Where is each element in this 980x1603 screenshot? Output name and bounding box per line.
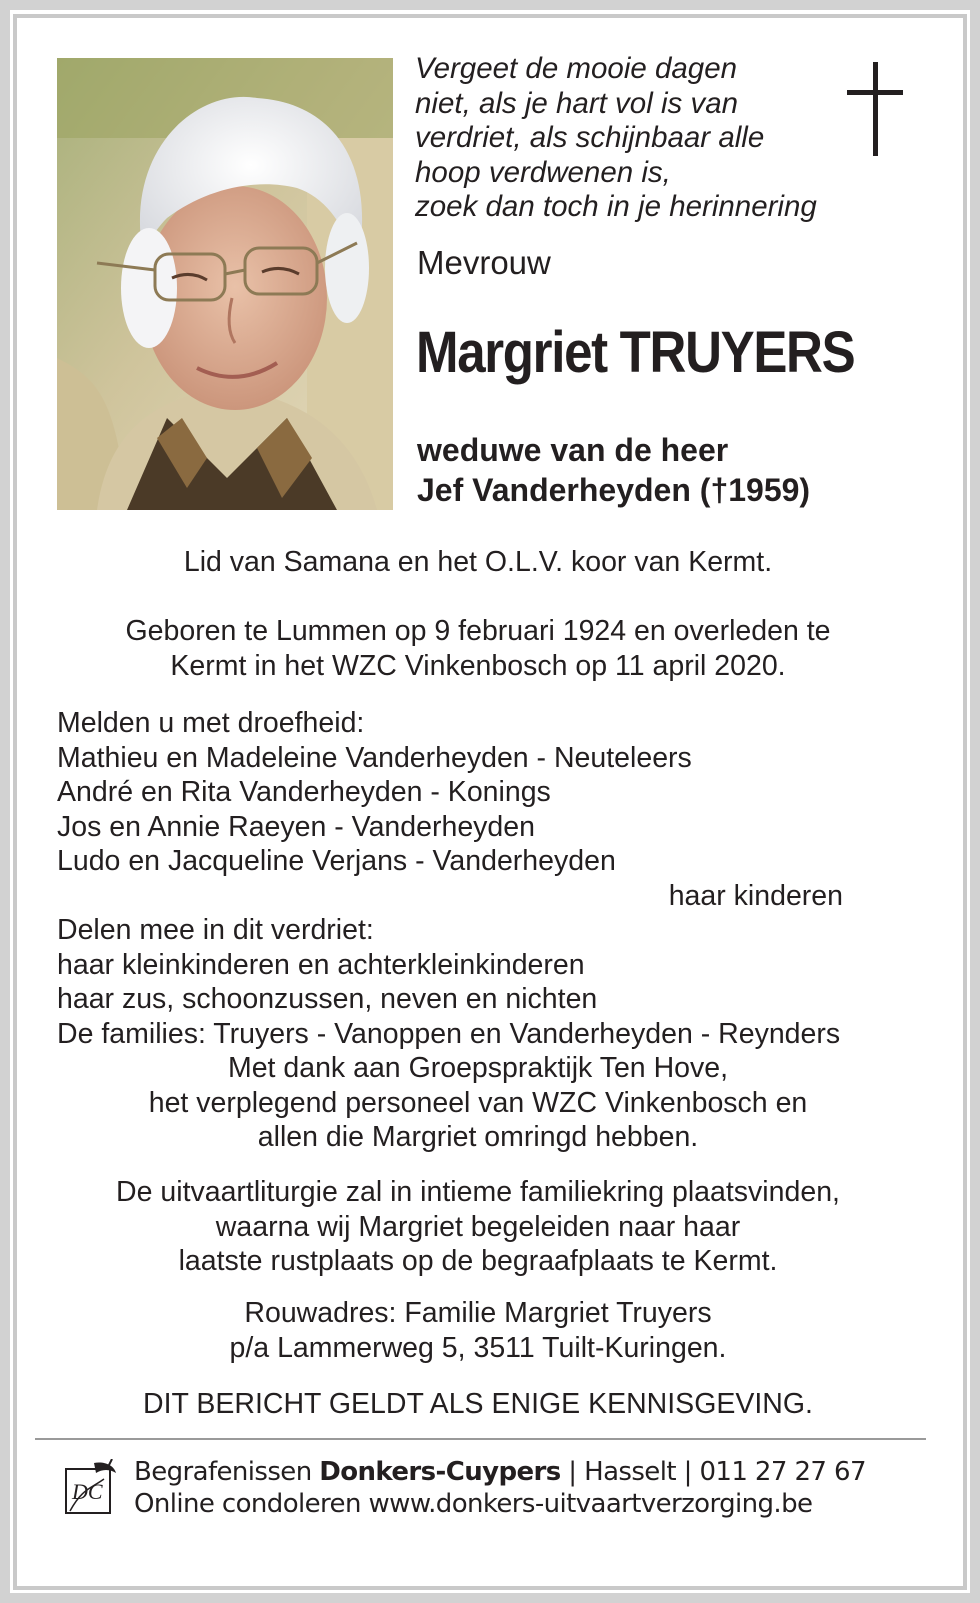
separator: |	[683, 1457, 692, 1487]
footer-line-2	[134, 1488, 866, 1520]
family-member: haar kleinkinderen en achterkleinkinderen	[57, 948, 585, 981]
widow-line: weduwe van de heer	[417, 432, 729, 468]
cross-icon	[847, 62, 903, 156]
poem-line: niet, als je hart vol is van	[415, 86, 739, 120]
company-city: Hasselt	[584, 1457, 676, 1487]
footer	[134, 1456, 866, 1520]
footer-line-1	[134, 1456, 866, 1488]
family-member: De families: Truyers - Vanoppen en Vanderheyden - Reynders	[57, 1017, 841, 1050]
honorific: Mevrouw	[417, 244, 551, 281]
thanks-line: allen die Margriet omringd hebben.	[257, 1121, 699, 1153]
share-intro: Delen mee in dit verdriet:	[57, 914, 374, 946]
portrait-photo	[57, 58, 393, 510]
birth-death-line: Kermt in het WZC Vinkenbosch op 11 april 2020.	[170, 649, 786, 682]
website-link[interactable]: www.donkers-uitvaartverzorging.be	[368, 1489, 813, 1519]
poem-line: zoek dan toch in je herinnering	[415, 190, 817, 223]
address-line: Rouwadres: Familie Margriet Truyers	[244, 1297, 712, 1329]
widow-info	[417, 430, 810, 510]
widow-line: Jef Vanderheyden (†1959)	[417, 472, 811, 508]
deceased-name: Margriet TRUYERS	[416, 320, 855, 385]
family-member: haar zus, schoonzussen, neven en nichten	[57, 983, 598, 1015]
birth-death	[0, 614, 956, 683]
poem	[415, 52, 855, 225]
funeral-line: De uitvaartliturgie zal in intieme familiekring plaatsvinden,	[116, 1176, 840, 1208]
notice	[0, 1387, 956, 1422]
poem-line: verdriet, als schijnbaar alle	[415, 121, 765, 154]
poem-line: Vergeet de mooie dagen	[415, 52, 738, 85]
company-name: Donkers-Cuypers	[319, 1457, 561, 1487]
funeral-line: laatste rustplaats op de begraafplaats te Kermt.	[178, 1245, 778, 1277]
address-line: p/a Lammerweg 5, 3511 Tuilt-Kuringen.	[229, 1331, 727, 1364]
membership	[0, 545, 956, 580]
family-member: Jos en Annie Raeyen - Vanderheyden	[57, 810, 535, 843]
membership-text: Lid van Samana en het O.L.V. koor van Kermt.	[183, 546, 773, 578]
online-label: Online condoleren	[134, 1489, 361, 1519]
family-member: Ludo en Jacqueline Verjans - Vanderheyden	[57, 845, 616, 877]
separator: |	[568, 1457, 577, 1487]
footer-prefix: Begrafenissen	[134, 1457, 312, 1487]
family-member: André en Rita Vanderheyden - Konings	[57, 776, 551, 808]
thanks	[0, 1051, 956, 1155]
family-member: Mathieu en Madeleine Vanderheyden - Neuteleers	[57, 741, 692, 774]
logo-letters: DC	[72, 1479, 103, 1504]
donkers-cuypers-logo	[64, 1459, 118, 1517]
children-label: haar kinderen	[668, 879, 843, 912]
thanks-line: het verplegend personeel van WZC Vinkenbosch en	[148, 1086, 808, 1119]
birth-death-line: Geboren te Lummen op 9 februari 1924 en overleden te	[125, 615, 831, 647]
company-phone: 011 27 27 67	[699, 1457, 866, 1487]
poem-line: hoop verdwenen is,	[415, 155, 671, 189]
notice-text: DIT BERICHT GELDT ALS ENIGE KENNISGEVING.	[143, 1388, 813, 1420]
funeral-line: waarna wij Margriet begeleiden naar haar	[215, 1210, 741, 1243]
family-intro: Melden u met droefheid:	[57, 707, 365, 739]
family-list	[57, 706, 927, 1051]
thanks-line: Met dank aan Groepspraktijk Ten Hove,	[227, 1052, 729, 1084]
mourning-address	[0, 1296, 956, 1365]
funeral-info	[0, 1175, 956, 1279]
divider	[35, 1438, 926, 1440]
